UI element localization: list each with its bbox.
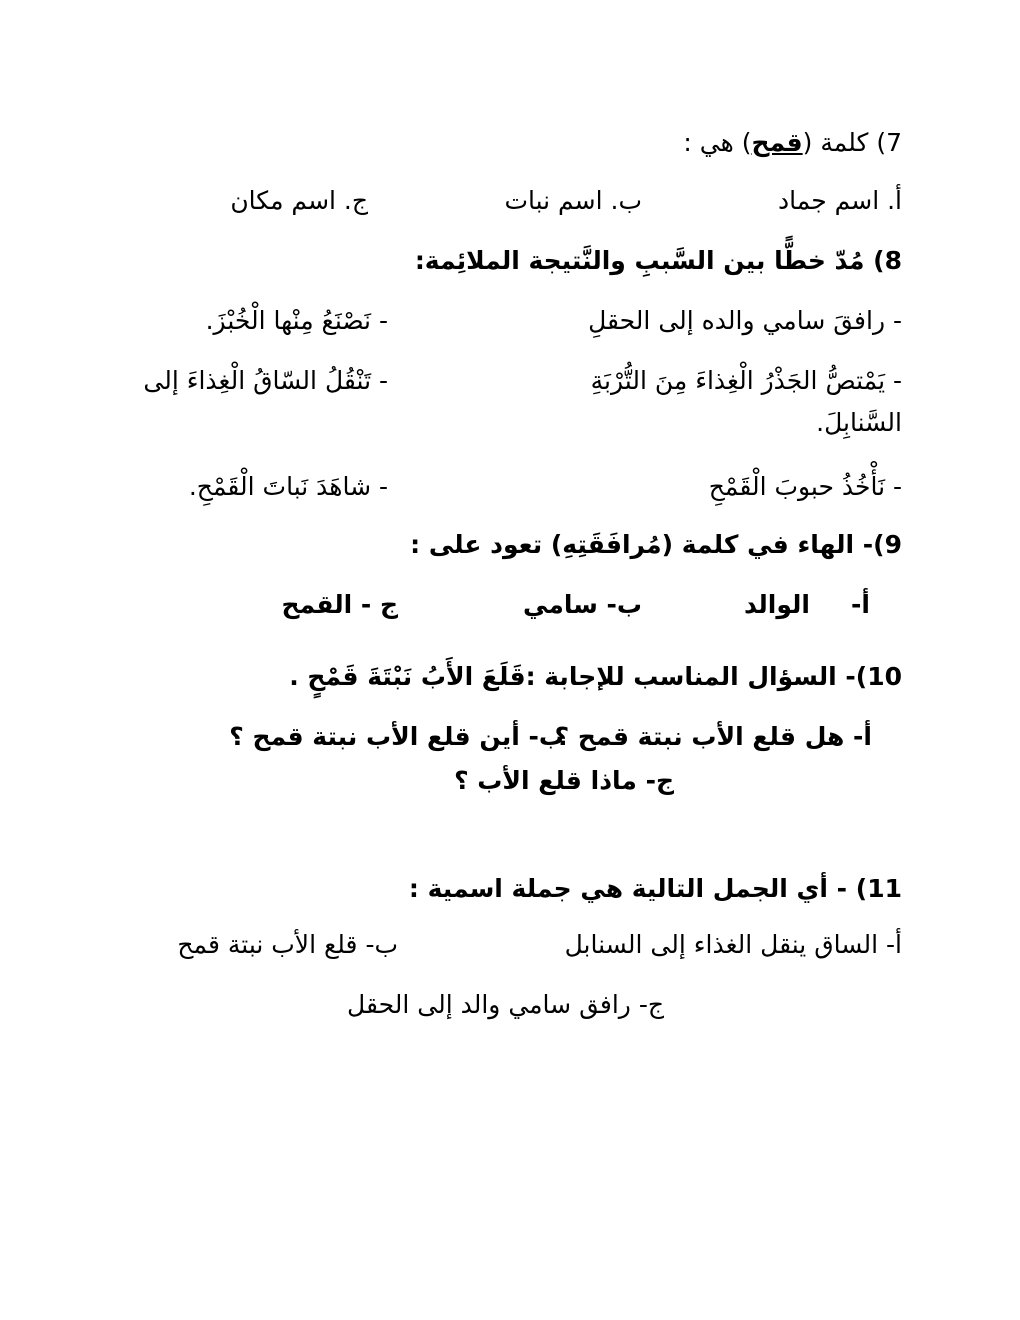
q8-effect-2: - تَنْقُلُ السّاقُ الْغِذاءَ إلى	[143, 366, 388, 395]
q7-title: 7) كلمة (قمح) هي :	[683, 128, 902, 157]
q8-cause-1: - رافقَ سامي والده إلى الحقلِ	[588, 306, 902, 335]
q8-effect-2-cont: السَّنابِلَ.	[816, 408, 902, 437]
q11-option-c: ج- رافق سامي والد إلى الحقل	[347, 990, 664, 1019]
q9-option-c: ج - القمح	[281, 590, 398, 619]
q9-title: 9)- الهاء في كلمة (مُرافَقَتِهِ) تعود على :	[410, 530, 902, 559]
q7-option-b: ب. اسم نبات	[504, 186, 642, 215]
q11-option-a: أ- الساق ينقل الغذاء إلى السنابل	[564, 930, 902, 959]
q10-option-a: أ- هل قلع الأب نبتة قمح ؟	[554, 722, 872, 751]
q7-option-a: أ. اسم جماد	[778, 186, 902, 215]
q7-option-c: ج. اسم مكان	[230, 186, 368, 215]
q10-option-b: ب- أين قلع الأب نبتة قمح ؟	[229, 722, 564, 751]
q10-title: 10)- السؤال المناسب للإجابة :قَلَعَ الأَبُ نَبْتَةَ قَمْحٍ .	[289, 662, 902, 691]
q8-cause-3: - نَأْخُذُ حبوبَ الْقَمْحِ	[708, 472, 902, 501]
q9-option-a-letter: أ-	[851, 590, 870, 619]
q9-option-a: الوالد	[743, 590, 810, 619]
q8-effect-1: - نَصْنَعُ مِنْها الْخُبْزَ.	[205, 306, 388, 335]
q11-title: 11) - أي الجمل التالية هي جملة اسمية :	[408, 874, 902, 903]
q11-option-b: ب- قلع الأب نبتة قمح	[177, 930, 398, 959]
q8-cause-2: - يَمْتصُّ الجَذْرُ الْغِذاءَ مِنَ التُّرْبَةِ	[590, 366, 902, 395]
q8-title: 8) مُدّ خطًّا بين السَّببِ والنَّتيجة الملائِمة:	[414, 246, 902, 275]
q7-key-word: قمح	[751, 128, 803, 157]
q8-effect-3: - شاهَدَ نَباتَ الْقَمْحِ.	[188, 472, 388, 501]
q10-option-c: ج- ماذا قلع الأب ؟	[454, 766, 674, 795]
q9-option-b: ب- سامي	[523, 590, 642, 619]
